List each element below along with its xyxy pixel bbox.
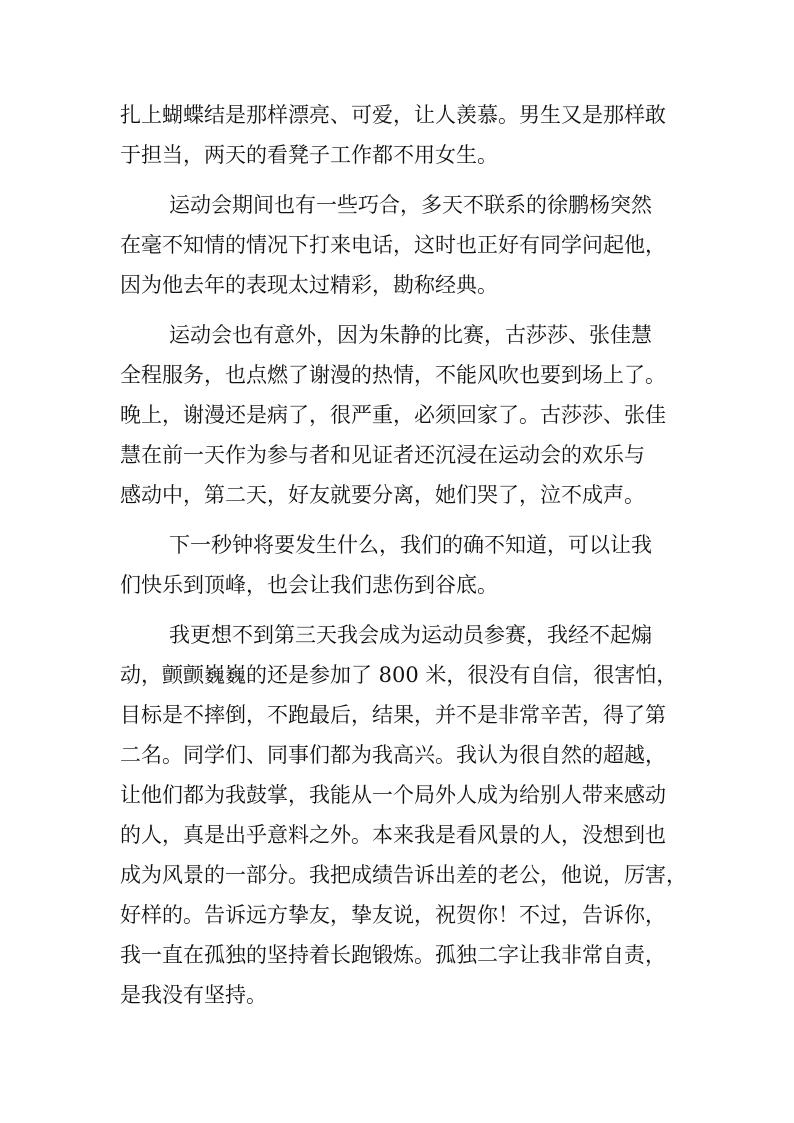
text-line: 运动会期间也有一些巧合，多天不联系的徐鹏杨突然 (169, 193, 652, 217)
text-line: 下一秒钟将要发生什么，我们的确不知道，可以让我 (169, 533, 652, 557)
document-page (120, 95, 690, 1015)
text-line: 因为他去年的表现太过精彩，勘称经典。 (120, 273, 498, 297)
text-line: 扎上蝴蝶结是那样漂亮、可爱，让人羡慕。男生又是那样敢 (120, 103, 666, 127)
text-line: 目标是不摔倒，不跑最后，结果，并不是非常辛苦，得了第 (120, 703, 666, 727)
text-line: 慧在前一天作为参与者和见证者还沉浸在运动会的欢乐与 (120, 443, 645, 467)
paragraph (120, 615, 690, 1015)
text-line: 们快乐到顶峰，也会让我们悲伤到谷底。 (120, 573, 498, 597)
text-line: 是我没有坚持。 (120, 983, 267, 1007)
paragraph (120, 95, 690, 175)
paragraph (120, 185, 690, 305)
text-line: 于担当，两天的看凳子工作都不用女生。 (120, 143, 498, 167)
text-line: 运动会也有意外，因为朱静的比赛，古莎莎、张佳慧 (169, 323, 652, 347)
text-line: 让他们都为我鼓掌，我能从一个局外人成为给别人带来感动 (120, 783, 666, 807)
text-line: 感动中，第二天，好友就要分离，她们哭了，泣不成声。 (120, 483, 645, 507)
text-line: 好样的。告诉远方挚友，挚友说，祝贺你！不过，告诉你， (120, 903, 666, 927)
paragraph (120, 525, 690, 605)
text-line: 动，颤颤巍巍的还是参加了 800 米，很没有自信，很害怕， (120, 663, 678, 687)
text-line: 我更想不到第三天我会成为运动员参赛，我经不起煽 (169, 623, 652, 647)
text-line: 晚上，谢漫还是病了，很严重，必须回家了。古莎莎、张佳 (120, 403, 666, 427)
text-line: 在毫不知情的情况下打来电话，这时也正好有同学问起他， (120, 233, 666, 257)
text-line: 成为风景的一部分。我把成绩告诉出差的老公，他说，厉害， (120, 863, 687, 887)
text-line: 全程服务，也点燃了谢漫的热情，不能风吹也要到场上了。 (120, 363, 666, 387)
paragraph (120, 315, 690, 515)
text-line: 二名。同学们、同事们都为我高兴。我认为很自然的超越， (120, 743, 666, 767)
text-line: 的人，真是出乎意料之外。本来我是看风景的人，没想到也 (120, 823, 666, 847)
text-line: 我一直在孤独的坚持着长跑锻炼。孤独二字让我非常自责， (120, 943, 666, 967)
